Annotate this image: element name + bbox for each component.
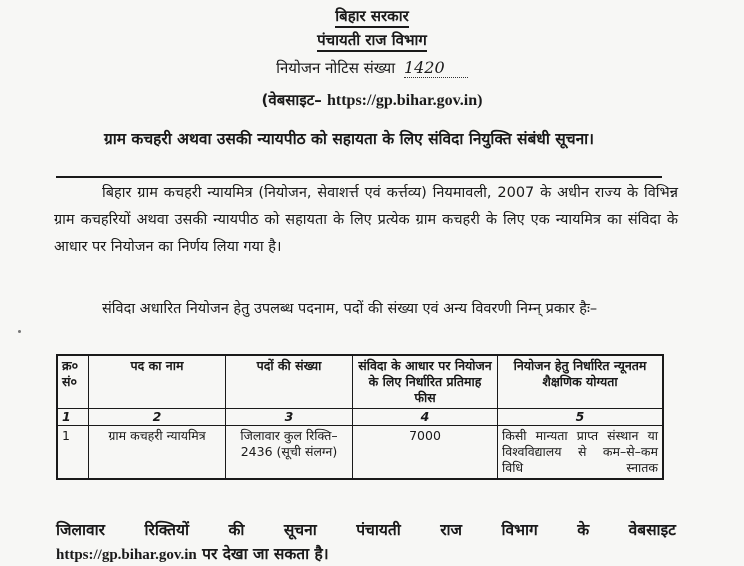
table-header-row	[57, 355, 663, 409]
header-qualification: नियोजन हेतु निर्धारित न्यूनतम शैक्षणिक योग्यता	[498, 355, 664, 409]
paragraph-rules: बिहार ग्राम कचहरी न्यायमित्र (नियोजन, सेवाशर्त्त एवं कर्त्तव्य) नियमावली, 2007 के अधीन राज्य के विभिन्न ग्राम कचहरियों अथवा उसकी न्यायपीठ को सहायता के लिए प्रत्येक ग्राम कचहरी के लिए एक न्यायमित्र का संविदा के आधार पर नियोजन का निर्णय लिया गया है।	[54, 185, 678, 255]
government-heading: बिहार सरकार	[0, 6, 744, 26]
department-heading: पंचायती राज विभाग	[0, 30, 744, 50]
paragraph-details-intro: संविदा अधारित नियोजन हेतु उपलब्ध पदनाम, पदों की संख्या एवं अन्य विवरणी निम्न् प्रकार हैः–	[102, 301, 598, 317]
website-link[interactable]: https://gp.bihar.gov.in)	[326, 92, 483, 109]
cell-qualification: किसी मान्यता प्राप्त संस्थान या विश्वविद्यालय से कम–से–कम विधि स्नातक	[498, 426, 664, 480]
col-number: 4	[353, 409, 498, 426]
website-line	[0, 90, 744, 110]
footer-website-link[interactable]: https://gp.bihar.gov.in	[56, 547, 197, 563]
header-count: पदों की संख्या	[226, 355, 353, 409]
col-number: 1	[57, 409, 89, 426]
col-number: 3	[226, 409, 353, 426]
vacancy-table	[56, 354, 664, 480]
footer-line-2	[56, 542, 676, 564]
column-number-row	[57, 409, 663, 426]
website-label: (वेबसाइट–	[261, 91, 322, 109]
header-fee: संविदा के आधार पर नियोजन के लिए निर्धारित प्रतिमाह फीस	[353, 355, 498, 409]
footer-line-1: जिलावार रिक्तियों की सूचना पंचायती राज विभाग के वेबसाइट	[56, 521, 676, 539]
header-sno: क्र० सं०	[57, 355, 89, 409]
cell-count: जिलावार कुल रिक्ति–2436 (सूची संलग्न)	[226, 426, 353, 480]
notice-subject: ग्राम कचहरी अथवा उसकी न्यायपीठ को सहायता के लिए संविदा नियुक्ति संबंधी सूचना।	[104, 130, 595, 148]
scan-speck	[18, 330, 21, 333]
header-post: पद का नाम	[89, 355, 226, 409]
col-number: 2	[89, 409, 226, 426]
col-number: 5	[498, 409, 664, 426]
cell-fee: 7000	[353, 426, 498, 480]
cell-sno: 1	[57, 426, 89, 480]
notice-number-label: नियोजन नोटिस संख्या	[276, 59, 396, 77]
table-row	[57, 426, 663, 480]
subject-divider	[56, 176, 662, 178]
notice-number-value: 1420	[404, 58, 468, 78]
notice-number-line	[0, 58, 744, 78]
footer-line-2-text: पर देखा जा सकता है।	[202, 545, 329, 563]
cell-post: ग्राम कचहरी न्यायमित्र	[89, 426, 226, 480]
